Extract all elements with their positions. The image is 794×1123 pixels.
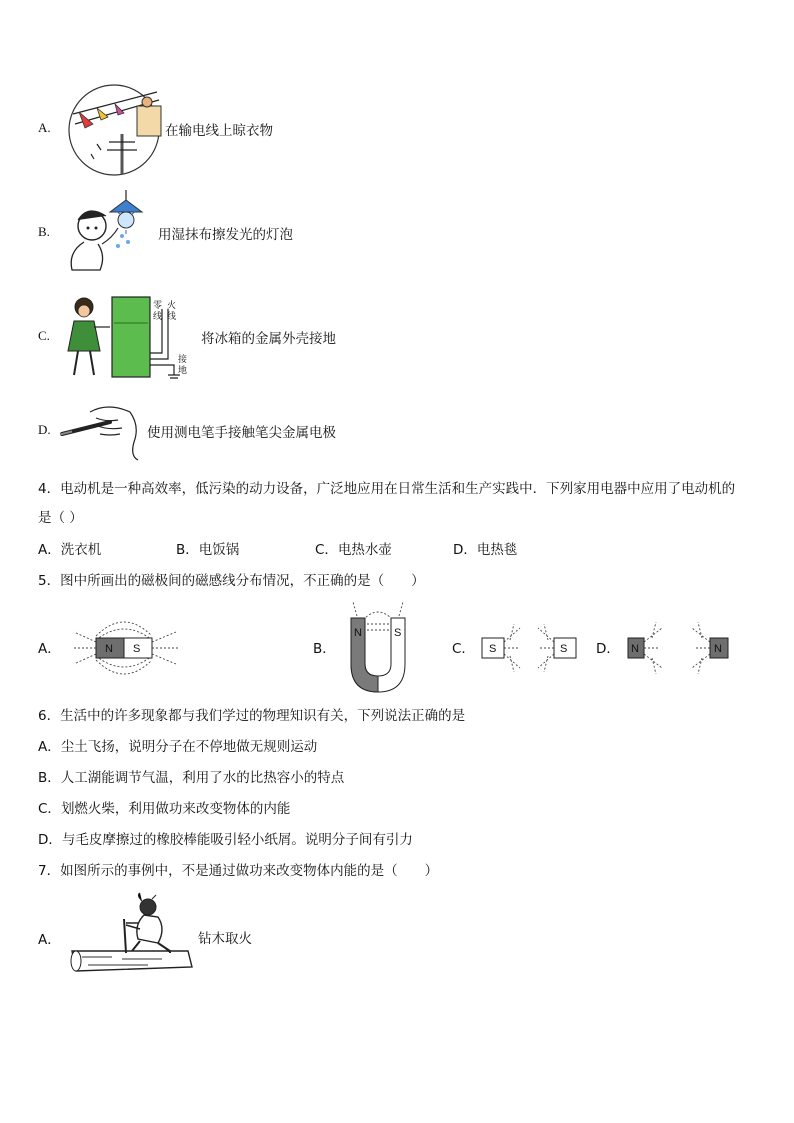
q4-option-b-text: 电饭锅 <box>198 542 240 558</box>
q7-option-a-letter: A． <box>38 932 61 948</box>
wiping-bulb-illustration <box>62 190 154 276</box>
q6-option-a[interactable] <box>38 737 317 757</box>
q5-option-a-letter: A． <box>38 641 61 657</box>
q5-option-d-letter: D． <box>596 641 620 657</box>
q4-option-c[interactable] <box>315 540 392 560</box>
q5d-pole-right: N <box>714 643 722 655</box>
q3-option-c-text: 将冰箱的金属外壳接地 <box>201 331 336 347</box>
test-pen-illustration <box>60 404 144 462</box>
q4-option-d-letter: D． <box>453 542 477 558</box>
q3-option-a-letter: A. <box>38 120 51 135</box>
like-poles-nn-field-diagram <box>626 620 730 676</box>
q5b-pole-right: S <box>394 627 402 639</box>
q4-option-c-letter: C． <box>315 542 338 558</box>
q4-option-b-letter: B． <box>176 542 199 558</box>
drilling-wood-fire-illustration <box>68 893 196 975</box>
q3-option-a-text: 在输电线上晾衣物 <box>165 123 273 139</box>
q3-option-d-letter: D. <box>38 422 51 437</box>
q4-option-d-text: 电热毯 <box>476 542 518 558</box>
ground-label: 接地 <box>178 355 188 376</box>
q4-option-c-text: 电热水壶 <box>337 542 392 558</box>
q6-option-c-text: 划燃火柴，利用做功来改变物体的内能 <box>60 801 291 817</box>
q7-option-a-text: 钻木取火 <box>198 931 252 947</box>
q5b-pole-left: N <box>354 627 362 639</box>
q3-option-d-text: 使用测电笔手接触笔尖金属电极 <box>147 425 336 441</box>
q4-option-a[interactable] <box>38 540 101 560</box>
q5a-pole-left: N <box>105 643 113 655</box>
bar-magnet-ns-field-diagram <box>66 620 184 676</box>
q5c-pole-left: S <box>489 643 497 655</box>
q6-stem: 6．生活中的许多现象都与我们学过的物理知识有关，下列说法正确的是 <box>38 708 466 724</box>
q3-option-c-letter: C. <box>38 328 50 343</box>
q6-option-a-letter: A． <box>38 739 61 755</box>
q6-option-a-text: 尘土飞扬，说明分子在不停地做无规则运动 <box>60 739 318 755</box>
q4-option-a-text: 洗衣机 <box>60 542 102 558</box>
q4-option-d[interactable] <box>453 540 517 560</box>
q6-option-d[interactable] <box>38 830 413 850</box>
q5-option-b-letter: B． <box>313 641 336 657</box>
q7-stem: 7．如图所示的事例中，不是通过做功来改变物体内能的是（ ） <box>38 863 439 879</box>
q4-option-a-letter: A． <box>38 542 61 558</box>
q6-option-d-letter: D． <box>38 832 62 848</box>
q6-option-b[interactable] <box>38 768 344 788</box>
clothes-on-power-line-illustration <box>67 84 163 176</box>
q3-option-b-letter: B. <box>38 224 50 239</box>
q4-stem-line2: 是（ ） <box>38 510 83 526</box>
q6-option-b-letter: B． <box>38 770 61 786</box>
q5c-pole-right: S <box>560 643 568 655</box>
q3-option-b-text: 用湿抹布擦发光的灯泡 <box>158 227 293 243</box>
q6-option-c-letter: C． <box>38 801 61 817</box>
q6-option-d-text: 与毛皮摩擦过的橡胶棒能吸引轻小纸屑。说明分子间有引力 <box>61 832 413 848</box>
neutral-wire-label: 零线 <box>153 301 163 322</box>
q6-option-c[interactable] <box>38 799 290 819</box>
q5a-pole-right: S <box>133 643 141 655</box>
q4-option-b[interactable] <box>176 540 239 560</box>
u-magnet-field-diagram <box>345 600 411 696</box>
q5-stem: 5．图中所画出的磁极间的磁感线分布情况，不正确的是（ ） <box>38 573 425 589</box>
q4-stem-line1: 4．电动机是一种高效率，低污染的动力设备，广泛地应用在日常生活和生产实践中．下列家用电器中应用了电动机的 <box>38 481 736 497</box>
like-poles-ss-field-diagram <box>480 620 578 676</box>
live-wire-label: 火线 <box>167 301 177 322</box>
q5d-pole-left: N <box>631 643 639 655</box>
q6-option-b-text: 人工湖能调节气温，利用了水的比热容小的特点 <box>60 770 345 786</box>
q5-option-c-letter: C． <box>452 641 475 657</box>
